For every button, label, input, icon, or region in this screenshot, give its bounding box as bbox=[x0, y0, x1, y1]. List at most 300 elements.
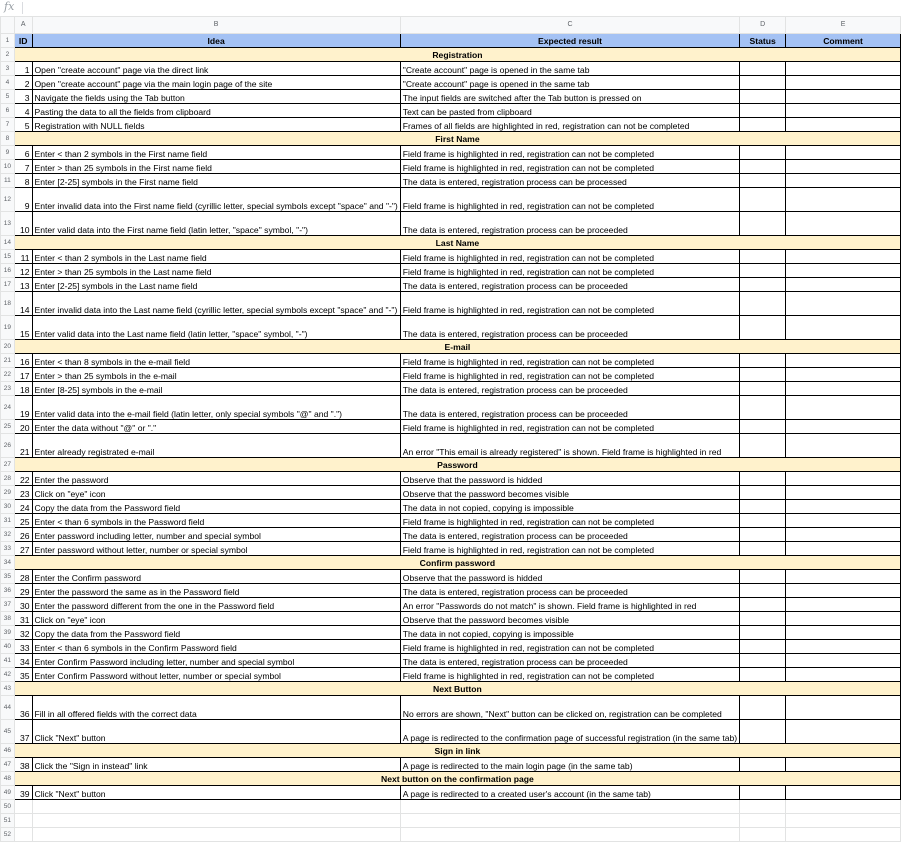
section-title[interactable]: Sign in link bbox=[14, 744, 900, 758]
row-number[interactable]: 48 bbox=[1, 772, 15, 786]
cell-id[interactable]: 39 bbox=[14, 786, 32, 800]
row-number[interactable]: 45 bbox=[1, 720, 15, 744]
cell-status[interactable] bbox=[740, 570, 786, 584]
cell-idea[interactable]: Copy the data from the Password field bbox=[32, 500, 400, 514]
row-number[interactable]: 16 bbox=[1, 264, 15, 278]
cell-id[interactable]: 2 bbox=[14, 76, 32, 90]
empty-cell[interactable] bbox=[400, 828, 739, 842]
cell-id[interactable]: 26 bbox=[14, 528, 32, 542]
row-number[interactable]: 24 bbox=[1, 396, 15, 420]
cell-comment[interactable] bbox=[786, 354, 901, 368]
idea-header[interactable]: Idea bbox=[32, 34, 400, 48]
cell-comment[interactable] bbox=[786, 420, 901, 434]
row-number[interactable]: 49 bbox=[1, 786, 15, 800]
cell-comment[interactable] bbox=[786, 174, 901, 188]
cell-comment[interactable] bbox=[786, 90, 901, 104]
cell-status[interactable] bbox=[740, 720, 786, 744]
cell-comment[interactable] bbox=[786, 292, 901, 316]
row-number[interactable]: 19 bbox=[1, 316, 15, 340]
cell-id[interactable]: 8 bbox=[14, 174, 32, 188]
section-row bbox=[1, 772, 901, 786]
cell-status[interactable] bbox=[740, 472, 786, 486]
cell-status[interactable] bbox=[740, 250, 786, 264]
comment-header[interactable]: Comment bbox=[786, 34, 901, 48]
cell-status[interactable] bbox=[740, 626, 786, 640]
row-number[interactable]: 3 bbox=[1, 62, 15, 76]
cell-expected-result[interactable]: The data is entered, registration process can be proceeded bbox=[400, 278, 739, 292]
cell-comment[interactable] bbox=[786, 528, 901, 542]
row-number[interactable]: 23 bbox=[1, 382, 15, 396]
row-number[interactable]: 40 bbox=[1, 640, 15, 654]
cell-comment[interactable] bbox=[786, 434, 901, 458]
cell-idea[interactable]: Enter invalid data into the First name field (cyrillic letter, special symbols except "space" and "-") bbox=[32, 188, 400, 212]
cell-comment[interactable] bbox=[786, 542, 901, 556]
cell-status[interactable] bbox=[740, 598, 786, 612]
cell-idea[interactable]: Enter already registrated e-mail bbox=[32, 434, 400, 458]
column-header-c[interactable]: C bbox=[400, 17, 739, 34]
cell-expected-result[interactable]: The data is entered, registration process can be proceeded bbox=[400, 584, 739, 598]
cell-comment[interactable] bbox=[786, 612, 901, 626]
row-number[interactable]: 2 bbox=[1, 48, 15, 62]
row-number[interactable]: 21 bbox=[1, 354, 15, 368]
cell-status[interactable] bbox=[740, 264, 786, 278]
empty-cell[interactable] bbox=[740, 800, 786, 814]
table-row bbox=[1, 758, 901, 772]
cell-status[interactable] bbox=[740, 212, 786, 236]
cell-id[interactable]: 25 bbox=[14, 514, 32, 528]
column-header-b[interactable]: B bbox=[32, 17, 400, 34]
table-row bbox=[1, 626, 901, 640]
cell-id[interactable]: 20 bbox=[14, 420, 32, 434]
cell-id[interactable]: 33 bbox=[14, 640, 32, 654]
column-header-d[interactable]: D bbox=[740, 17, 786, 34]
empty-cell[interactable] bbox=[740, 814, 786, 828]
cell-idea[interactable]: Enter Confirm Password without letter, number or special symbol bbox=[32, 668, 400, 682]
cell-expected-result[interactable]: The data in not copied, copying is impossible bbox=[400, 626, 739, 640]
cell-id[interactable]: 37 bbox=[14, 720, 32, 744]
row-number[interactable]: 34 bbox=[1, 556, 15, 570]
cell-id[interactable]: 21 bbox=[14, 434, 32, 458]
cell-expected-result[interactable]: A page is redirected to the main login page (in the same tab) bbox=[400, 758, 739, 772]
cell-expected-result[interactable]: Field frame is highlighted in red, registration can not be completed bbox=[400, 146, 739, 160]
cell-expected-result[interactable]: Observe that the password is hidded bbox=[400, 472, 739, 486]
cell-expected-result[interactable]: Field frame is highlighted in red, registration can not be completed bbox=[400, 188, 739, 212]
row-number[interactable]: 29 bbox=[1, 486, 15, 500]
cell-idea[interactable]: Enter > than 25 symbols in the Last name field bbox=[32, 264, 400, 278]
cell-idea[interactable]: Registration with NULL fields bbox=[32, 118, 400, 132]
cell-idea[interactable]: Click "Next" button bbox=[32, 720, 400, 744]
cell-idea[interactable]: Enter valid data into the First name field (latin letter, "space" symbol, "-") bbox=[32, 212, 400, 236]
column-header-row bbox=[1, 17, 901, 34]
cell-id[interactable]: 14 bbox=[14, 292, 32, 316]
cell-id[interactable]: 4 bbox=[14, 104, 32, 118]
cell-idea[interactable]: Enter the Confirm password bbox=[32, 570, 400, 584]
cell-idea[interactable]: Copy the data from the Password field bbox=[32, 626, 400, 640]
empty-cell[interactable] bbox=[786, 800, 901, 814]
row-number[interactable]: 31 bbox=[1, 514, 15, 528]
cell-id[interactable]: 35 bbox=[14, 668, 32, 682]
select-all-corner[interactable] bbox=[1, 17, 15, 34]
cell-status[interactable] bbox=[740, 316, 786, 340]
cell-status[interactable] bbox=[740, 146, 786, 160]
cell-id[interactable]: 1 bbox=[14, 62, 32, 76]
cell-comment[interactable] bbox=[786, 382, 901, 396]
cell-comment[interactable] bbox=[786, 146, 901, 160]
cell-expected-result[interactable]: The data is entered, registration process can be proceeded bbox=[400, 528, 739, 542]
cell-expected-result[interactable]: Observe that the password becomes visible bbox=[400, 612, 739, 626]
row-number[interactable]: 1 bbox=[1, 34, 15, 48]
cell-comment[interactable] bbox=[786, 720, 901, 744]
cell-expected-result[interactable]: The data is entered, registration process can be proceeded bbox=[400, 316, 739, 340]
row-number[interactable]: 5 bbox=[1, 90, 15, 104]
row-number[interactable]: 11 bbox=[1, 174, 15, 188]
section-row bbox=[1, 458, 901, 472]
cell-idea[interactable]: Click "Next" button bbox=[32, 786, 400, 800]
row-number[interactable]: 37 bbox=[1, 598, 15, 612]
cell-expected-result[interactable]: Observe that the password becomes visible bbox=[400, 486, 739, 500]
cell-idea[interactable]: Enter valid data into the e-mail field (latin letter, only special symbols "@" and ".") bbox=[32, 396, 400, 420]
cell-expected-result[interactable]: The data in not copied, copying is impossible bbox=[400, 500, 739, 514]
cell-idea[interactable]: Navigate the fields using the Tab button bbox=[32, 90, 400, 104]
cell-id[interactable]: 34 bbox=[14, 654, 32, 668]
cell-status[interactable] bbox=[740, 696, 786, 720]
table-row bbox=[1, 472, 901, 486]
cell-id[interactable]: 11 bbox=[14, 250, 32, 264]
column-header-a[interactable]: A bbox=[14, 17, 32, 34]
cell-idea[interactable]: Enter the data without "@" or "." bbox=[32, 420, 400, 434]
expected-header[interactable]: Expected result bbox=[400, 34, 739, 48]
row-number[interactable]: 39 bbox=[1, 626, 15, 640]
empty-cell[interactable] bbox=[786, 828, 901, 842]
cell-idea[interactable]: Enter > than 25 symbols in the First name field bbox=[32, 160, 400, 174]
section-title[interactable]: Next button on the confirmation page bbox=[14, 772, 900, 786]
cell-comment[interactable] bbox=[786, 486, 901, 500]
row-number[interactable]: 47 bbox=[1, 758, 15, 772]
cell-id[interactable]: 36 bbox=[14, 696, 32, 720]
cell-expected-result[interactable]: "Create account" page is opened in the same tab bbox=[400, 76, 739, 90]
row-number[interactable]: 30 bbox=[1, 500, 15, 514]
row-number[interactable]: 12 bbox=[1, 188, 15, 212]
cell-id[interactable]: 7 bbox=[14, 160, 32, 174]
cell-id[interactable]: 10 bbox=[14, 212, 32, 236]
row-number[interactable]: 28 bbox=[1, 472, 15, 486]
row-number[interactable]: 7 bbox=[1, 118, 15, 132]
cell-id[interactable]: 29 bbox=[14, 584, 32, 598]
cell-comment[interactable] bbox=[786, 62, 901, 76]
section-row bbox=[1, 48, 901, 62]
cell-comment[interactable] bbox=[786, 640, 901, 654]
cell-status[interactable] bbox=[740, 382, 786, 396]
cell-status[interactable] bbox=[740, 90, 786, 104]
cell-expected-result[interactable]: No errors are shown, "Next" button can be clicked on, registration can be completed bbox=[400, 696, 739, 720]
blank-row bbox=[1, 800, 901, 814]
cell-comment[interactable] bbox=[786, 598, 901, 612]
cell-expected-result[interactable]: The data is entered, registration process can be proceeded bbox=[400, 654, 739, 668]
cell-status[interactable] bbox=[740, 420, 786, 434]
cell-idea[interactable]: Enter password without letter, number or special symbol bbox=[32, 542, 400, 556]
cell-status[interactable] bbox=[740, 62, 786, 76]
cell-idea[interactable]: Click on "eye" icon bbox=[32, 486, 400, 500]
cell-comment[interactable] bbox=[786, 668, 901, 682]
cell-expected-result[interactable]: Field frame is highlighted in red, registration can not be completed bbox=[400, 542, 739, 556]
cell-id[interactable]: 16 bbox=[14, 354, 32, 368]
cell-comment[interactable] bbox=[786, 654, 901, 668]
section-title[interactable]: E-mail bbox=[14, 340, 900, 354]
row-number[interactable]: 46 bbox=[1, 744, 15, 758]
cell-expected-result[interactable]: A page is redirected to a created user's account (in the same tab) bbox=[400, 786, 739, 800]
cell-idea[interactable]: Fill in all offered fields with the correct data bbox=[32, 696, 400, 720]
empty-cell[interactable] bbox=[786, 814, 901, 828]
cell-expected-result[interactable]: The data is entered, registration process can be proceeded bbox=[400, 382, 739, 396]
cell-expected-result[interactable]: Field frame is highlighted in red, registration can not be completed bbox=[400, 250, 739, 264]
section-title[interactable]: Password bbox=[14, 458, 900, 472]
empty-cell[interactable] bbox=[32, 800, 400, 814]
table-row bbox=[1, 264, 901, 278]
row-number[interactable]: 52 bbox=[1, 828, 15, 842]
empty-cell[interactable] bbox=[32, 814, 400, 828]
cell-idea[interactable]: Open "create account" page via the main login page of the site bbox=[32, 76, 400, 90]
cell-status[interactable] bbox=[740, 188, 786, 212]
table-row bbox=[1, 584, 901, 598]
table-row bbox=[1, 500, 901, 514]
row-number[interactable]: 18 bbox=[1, 292, 15, 316]
row-number[interactable]: 6 bbox=[1, 104, 15, 118]
section-title[interactable]: Registration bbox=[14, 48, 900, 62]
cell-idea[interactable]: Enter the password bbox=[32, 472, 400, 486]
cell-status[interactable] bbox=[740, 160, 786, 174]
cell-status[interactable] bbox=[740, 758, 786, 772]
cell-comment[interactable] bbox=[786, 570, 901, 584]
table-row bbox=[1, 212, 901, 236]
status-header[interactable]: Status bbox=[740, 34, 786, 48]
cell-comment[interactable] bbox=[786, 76, 901, 90]
cell-comment[interactable] bbox=[786, 264, 901, 278]
cell-expected-result[interactable]: Field frame is highlighted in red, registration can not be completed bbox=[400, 514, 739, 528]
cell-expected-result[interactable]: Field frame is highlighted in red, registration can not be completed bbox=[400, 292, 739, 316]
cell-status[interactable] bbox=[740, 640, 786, 654]
cell-comment[interactable] bbox=[786, 584, 901, 598]
cell-id[interactable]: 17 bbox=[14, 368, 32, 382]
cell-expected-result[interactable]: The data is entered, registration process can be proceeded bbox=[400, 396, 739, 420]
cell-id[interactable]: 23 bbox=[14, 486, 32, 500]
cell-status[interactable] bbox=[740, 118, 786, 132]
cell-idea[interactable]: Enter < than 8 symbols in the e-mail field bbox=[32, 354, 400, 368]
row-number[interactable]: 15 bbox=[1, 250, 15, 264]
cell-expected-result[interactable]: A page is redirected to the confirmation page of successful registration (in the same tab) bbox=[400, 720, 739, 744]
fx-icon: fx bbox=[4, 0, 15, 13]
cell-expected-result[interactable]: Field frame is highlighted in red, registration can not be completed bbox=[400, 640, 739, 654]
cell-expected-result[interactable]: Observe that the password is hidded bbox=[400, 570, 739, 584]
cell-status[interactable] bbox=[740, 354, 786, 368]
cell-expected-result[interactable]: Frames of all fields are highlighted in red, registration can not be completed bbox=[400, 118, 739, 132]
cell-comment[interactable] bbox=[786, 160, 901, 174]
row-number[interactable]: 26 bbox=[1, 434, 15, 458]
cell-status[interactable] bbox=[740, 174, 786, 188]
cell-expected-result[interactable]: Field frame is highlighted in red, registration can not be completed bbox=[400, 264, 739, 278]
cell-comment[interactable] bbox=[786, 626, 901, 640]
cell-idea[interactable]: Enter < than 2 symbols in the Last name field bbox=[32, 250, 400, 264]
cell-expected-result[interactable]: Field frame is highlighted in red, registration can not be completed bbox=[400, 368, 739, 382]
row-number[interactable]: 25 bbox=[1, 420, 15, 434]
cell-comment[interactable] bbox=[786, 250, 901, 264]
cell-status[interactable] bbox=[740, 292, 786, 316]
cell-comment[interactable] bbox=[786, 278, 901, 292]
section-title[interactable]: First Name bbox=[14, 132, 900, 146]
row-number[interactable]: 44 bbox=[1, 696, 15, 720]
cell-comment[interactable] bbox=[786, 118, 901, 132]
cell-status[interactable] bbox=[740, 104, 786, 118]
cell-expected-result[interactable]: The data is entered, registration process can be processed bbox=[400, 174, 739, 188]
cell-idea[interactable]: Enter < than 6 symbols in the Password field bbox=[32, 514, 400, 528]
row-number[interactable]: 36 bbox=[1, 584, 15, 598]
cell-status[interactable] bbox=[740, 514, 786, 528]
cell-idea[interactable]: Click on "eye" icon bbox=[32, 612, 400, 626]
cell-comment[interactable] bbox=[786, 696, 901, 720]
cell-comment[interactable] bbox=[786, 472, 901, 486]
cell-idea[interactable]: Enter [2-25] symbols in the First name field bbox=[32, 174, 400, 188]
cell-status[interactable] bbox=[740, 76, 786, 90]
cell-idea[interactable]: Enter the password the same as in the Password field bbox=[32, 584, 400, 598]
cell-comment[interactable] bbox=[786, 212, 901, 236]
section-title[interactable]: Last Name bbox=[14, 236, 900, 250]
row-number[interactable]: 32 bbox=[1, 528, 15, 542]
cell-status[interactable] bbox=[740, 542, 786, 556]
cell-id[interactable]: 24 bbox=[14, 500, 32, 514]
empty-cell[interactable] bbox=[14, 828, 32, 842]
row-number[interactable]: 20 bbox=[1, 340, 15, 354]
row-number[interactable]: 50 bbox=[1, 800, 15, 814]
cell-expected-result[interactable]: Field frame is highlighted in red, registration can not be completed bbox=[400, 354, 739, 368]
cell-id[interactable]: 30 bbox=[14, 598, 32, 612]
cell-idea[interactable]: Enter the password different from the one in the Password field bbox=[32, 598, 400, 612]
row-number[interactable]: 38 bbox=[1, 612, 15, 626]
cell-status[interactable] bbox=[740, 584, 786, 598]
cell-idea[interactable]: Enter < than 6 symbols in the Confirm Password field bbox=[32, 640, 400, 654]
cell-comment[interactable] bbox=[786, 758, 901, 772]
cell-expected-result[interactable]: An error "Passwords do not match" is shown. Field frame is highlighted in red bbox=[400, 598, 739, 612]
cell-comment[interactable] bbox=[786, 368, 901, 382]
cell-idea[interactable]: Enter < than 2 symbols in the First name field bbox=[32, 146, 400, 160]
cell-idea[interactable]: Open "create account" page via the direct link bbox=[32, 62, 400, 76]
cell-idea[interactable]: Enter valid data into the Last name field (latin letter, "space" symbol, "-") bbox=[32, 316, 400, 340]
section-row bbox=[1, 236, 901, 250]
cell-idea[interactable]: Click the "Sign in instead" link bbox=[32, 758, 400, 772]
cell-id[interactable]: 15 bbox=[14, 316, 32, 340]
cell-status[interactable] bbox=[740, 486, 786, 500]
cell-status[interactable] bbox=[740, 654, 786, 668]
cell-comment[interactable] bbox=[786, 514, 901, 528]
cell-status[interactable] bbox=[740, 396, 786, 420]
cell-id[interactable]: 22 bbox=[14, 472, 32, 486]
row-number[interactable]: 42 bbox=[1, 668, 15, 682]
cell-expected-result[interactable]: The input fields are switched after the Tab button is pressed on bbox=[400, 90, 739, 104]
row-number[interactable]: 8 bbox=[1, 132, 15, 146]
empty-cell[interactable] bbox=[14, 814, 32, 828]
empty-cell[interactable] bbox=[400, 814, 739, 828]
cell-expected-result[interactable]: The data is entered, registration process can be proceeded bbox=[400, 212, 739, 236]
cell-expected-result[interactable]: An error "This email is already registered" is shown. Field frame is highlighted in red bbox=[400, 434, 739, 458]
cell-id[interactable]: 27 bbox=[14, 542, 32, 556]
row-number[interactable]: 9 bbox=[1, 146, 15, 160]
section-title[interactable]: Next Button bbox=[14, 682, 900, 696]
cell-status[interactable] bbox=[740, 612, 786, 626]
cell-comment[interactable] bbox=[786, 396, 901, 420]
cell-status[interactable] bbox=[740, 786, 786, 800]
empty-cell[interactable] bbox=[14, 800, 32, 814]
row-number[interactable]: 22 bbox=[1, 368, 15, 382]
empty-cell[interactable] bbox=[400, 800, 739, 814]
cell-id[interactable]: 3 bbox=[14, 90, 32, 104]
cell-id[interactable]: 13 bbox=[14, 278, 32, 292]
table-row bbox=[1, 292, 901, 316]
cell-status[interactable] bbox=[740, 668, 786, 682]
cell-comment[interactable] bbox=[786, 316, 901, 340]
empty-cell[interactable] bbox=[740, 828, 786, 842]
row-number[interactable]: 51 bbox=[1, 814, 15, 828]
cell-idea[interactable]: Pasting the data to all the fields from clipboard bbox=[32, 104, 400, 118]
row-number[interactable]: 35 bbox=[1, 570, 15, 584]
cell-idea[interactable]: Enter Confirm Password including letter, number and special symbol bbox=[32, 654, 400, 668]
cell-id[interactable]: 28 bbox=[14, 570, 32, 584]
cell-comment[interactable] bbox=[786, 500, 901, 514]
section-title[interactable]: Confirm password bbox=[14, 556, 900, 570]
cell-idea[interactable]: Enter password including letter, number and special symbol bbox=[32, 528, 400, 542]
cell-id[interactable]: 31 bbox=[14, 612, 32, 626]
id-header[interactable]: ID bbox=[14, 34, 32, 48]
cell-status[interactable] bbox=[740, 434, 786, 458]
cell-idea[interactable]: Enter [2-25] symbols in the Last name field bbox=[32, 278, 400, 292]
row-number[interactable]: 27 bbox=[1, 458, 15, 472]
cell-expected-result[interactable]: Field frame is highlighted in red, registration can not be completed bbox=[400, 160, 739, 174]
table-row bbox=[1, 570, 901, 584]
cell-idea[interactable]: Enter invalid data into the Last name field (cyrillic letter, special symbols except "space" and "-") bbox=[32, 292, 400, 316]
cell-status[interactable] bbox=[740, 278, 786, 292]
cell-id[interactable]: 5 bbox=[14, 118, 32, 132]
row-number[interactable]: 41 bbox=[1, 654, 15, 668]
row-number[interactable]: 14 bbox=[1, 236, 15, 250]
cell-comment[interactable] bbox=[786, 104, 901, 118]
empty-cell[interactable] bbox=[32, 828, 400, 842]
cell-id[interactable]: 32 bbox=[14, 626, 32, 640]
cell-id[interactable]: 9 bbox=[14, 188, 32, 212]
cell-expected-result[interactable]: "Create account" page is opened in the same tab bbox=[400, 62, 739, 76]
column-header-e[interactable]: E bbox=[786, 17, 901, 34]
cell-status[interactable] bbox=[740, 368, 786, 382]
cell-idea[interactable]: Enter [8-25] symbols in the e-mail bbox=[32, 382, 400, 396]
cell-comment[interactable] bbox=[786, 786, 901, 800]
cell-expected-result[interactable]: Field frame is highlighted in red, registration can not be completed bbox=[400, 420, 739, 434]
row-number[interactable]: 43 bbox=[1, 682, 15, 696]
cell-status[interactable] bbox=[740, 528, 786, 542]
row-number[interactable]: 17 bbox=[1, 278, 15, 292]
cell-idea[interactable]: Enter > than 25 symbols in the e-mail bbox=[32, 368, 400, 382]
cell-id[interactable]: 19 bbox=[14, 396, 32, 420]
cell-comment[interactable] bbox=[786, 188, 901, 212]
cell-id[interactable]: 18 bbox=[14, 382, 32, 396]
row-number[interactable]: 4 bbox=[1, 76, 15, 90]
row-number[interactable]: 33 bbox=[1, 542, 15, 556]
table-row bbox=[1, 434, 901, 458]
cell-status[interactable] bbox=[740, 500, 786, 514]
cell-id[interactable]: 6 bbox=[14, 146, 32, 160]
cell-expected-result[interactable]: Field frame is highlighted in red, registration can not be completed bbox=[400, 668, 739, 682]
row-number[interactable]: 10 bbox=[1, 160, 15, 174]
cell-id[interactable]: 38 bbox=[14, 758, 32, 772]
cell-id[interactable]: 12 bbox=[14, 264, 32, 278]
table-row bbox=[1, 278, 901, 292]
row-number[interactable]: 13 bbox=[1, 212, 15, 236]
cell-expected-result[interactable]: Text can be pasted from clipboard bbox=[400, 104, 739, 118]
